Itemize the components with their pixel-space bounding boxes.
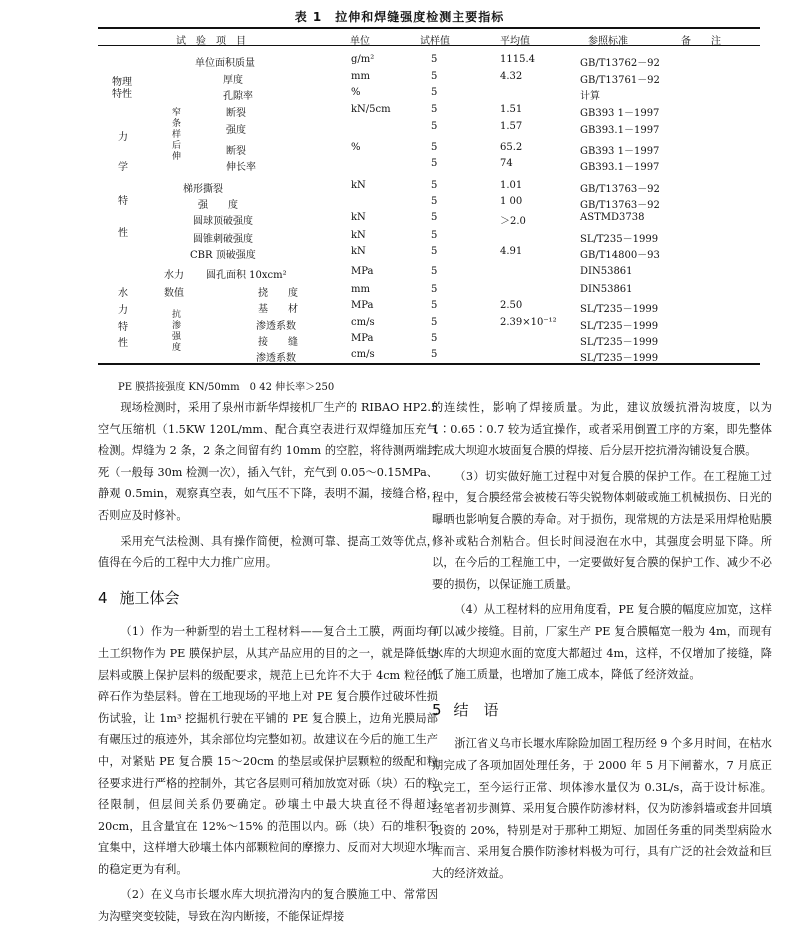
table-cell-n: 5	[431, 142, 438, 153]
table-cell-n: 5	[431, 158, 438, 169]
table-cell-n: 5	[431, 317, 438, 328]
table-cell-item: 梯形撕裂	[183, 184, 223, 195]
paragraph: （1）作为一种新型的岩土工程材料——复合土工膜，两面均有土工织物作为 PE 膜保护层，从其产品应用的目的之一，就是降低垫层料或膜上保护层料的级配要求，规范上已允许不大于 4cm 粒径的碎石作为垫层料。曾在工地现场的平地上对 PE 复合膜作过破坏性损伤试验，让 1m³ 挖掘机行驶在平铺的 PE 复合膜上，边角光膜局部有碾压过的痕迹外，其余部位均完整如初。故建议在今后的施工生产中，对紧贴 PE 复合膜 15～20cm 的垫层或保护层颗粒的级配和粒径要求进行严格的控制外，其它各层则可稍加放宽对砾（块）石的粒径限制，但层间关系仍要确定。砂壤土中最大块直径不得超过 20cm，且含量宜在 12%～15% 的范围以内。砾（块）石的堆积不宜集中，这样增大砂壤土体内部颗粒间的摩擦力、反而对大坝迎水坝的稳定更为有利。	[98, 625, 438, 876]
table-cell-n: 5	[431, 54, 438, 65]
table-cell-unit: MPa	[351, 266, 374, 277]
section-number: 4	[98, 588, 108, 607]
paragraph: 现场检测时，采用了泉州市新华焊接机厂生产的 RIBAO HP2.5 空气压缩机（1.5KW 120L/mm、配合真空表进行双焊缝加压充气检测。焊缝为 2 条，2 条之间留有约 10mm 的空腔，将待测两端封死（一般每 30m 检测一次），插入气针，充气到 0.05～0.15MPa、静观 0.5min，观察真空表，如气压不下降，表明不漏，接缝合格，否则应及时修补。	[98, 401, 438, 522]
table-cell-n: 5	[431, 196, 438, 207]
table-cell-avg: 4.32	[500, 71, 523, 82]
table-cell-std: GB/T13763－92	[580, 200, 660, 211]
group-hyd-3: 特	[118, 322, 128, 333]
table-cell-n: 5	[431, 284, 438, 295]
section-number: 5	[432, 700, 442, 719]
table-cell-unit: kN	[351, 230, 366, 241]
table-cell-avg: 1.57	[500, 121, 523, 132]
paragraph: 浙江省义乌市长堰水库除险加固工程历经 9 个多月时间，在枯水期完成了各项加固处理任务，于 2000 年 5 月下闸蓄水，7 月底正式完工，至今运行正常、坝体渗水量仅为 0.3L/s，高于设计标准。经笔者初步测算、采用复合膜作防渗材料，仅为防渗斜墙或套井回填投资的 20%，特别是对于那种工期短、加固任务重的同类型病险水库而言、采用复合膜作防渗材料极为可行，具有广泛的社会效益和巨大的经济效益。	[432, 737, 772, 880]
table-cell-n: 5	[431, 71, 438, 82]
table-note: PE 膜搭接强度 KN/50mm 0 42 伸长率＞250	[118, 382, 335, 393]
section-heading-4	[98, 588, 438, 610]
table-cell-item: 渗透系数	[256, 353, 296, 364]
table-cell-avg: 1 00	[500, 196, 523, 207]
table-cell-n: 5	[431, 104, 438, 115]
table-cell-item: 挠 度	[258, 288, 298, 299]
table-cell-item: 接 缝	[258, 337, 298, 348]
table-cell-unit: MPa	[351, 300, 374, 311]
table-cell-item: 圆球顶破强度	[193, 216, 253, 227]
group-mech-2: 学	[118, 162, 128, 173]
table-cell-std: 计算	[580, 91, 600, 102]
table-cell-n: 5	[431, 300, 438, 311]
group-mech-1: 力	[118, 132, 128, 143]
table-cell-avg: 1.51	[500, 104, 523, 115]
group-mech-3: 特	[118, 196, 128, 207]
table-cell-avg: 2.50	[500, 300, 523, 311]
table-cell-unit: cm/s	[351, 317, 375, 328]
table-cell-n: 5	[431, 121, 438, 132]
left-column	[98, 397, 438, 928]
right-column	[432, 397, 772, 884]
table-cell-unit: %	[351, 142, 361, 153]
table-cell-std: SL/T235－1999	[580, 304, 659, 315]
table-cell-unit: kN	[351, 212, 366, 223]
paragraph: 的连续性，影响了焊接质量。为此，建议放缓抗滑沟坡度，以为 1∶0.65∶0.7 较为适宜操作，或者采用倒置工序的方案，即先整体完成大坝迎水坡面复合膜的焊接、后分层开挖抗滑沟铺设复合膜。	[432, 401, 772, 458]
group-hydro-force: 水力	[164, 270, 184, 281]
table-cell-item: 伸长率	[226, 162, 256, 173]
table-cell-unit: kN	[351, 180, 366, 191]
table-cell-item: 圆锥刺破强度	[193, 234, 253, 245]
table-cell-std: DIN53861	[580, 284, 633, 295]
paragraph: （3）切实做好施工过程中对复合膜的保护工作。在工程施工过程中，复合膜经常会被棱石等尖锐物体刺破或施工机械损伤、日光的曝晒也影响复合膜的寿命。对于损伤，现常规的方法是采用焊枪贴膜修补或粘合剂粘合。但长时间浸泡在水中，其强度会明显下降。所以，在今后的工程施工中，一定要做好复合膜的保护工作、减少不必要的损伤，以保证施工质量。	[432, 469, 772, 591]
table-cell-n: 5	[431, 87, 438, 98]
table-cell-std: SL/T235－1999	[580, 234, 659, 245]
table-cell-unit: kN	[351, 246, 366, 257]
header-remark: 备 注	[681, 36, 721, 47]
table-cell-item: 断裂	[226, 146, 246, 157]
table-cell-item: 单位面积质量	[195, 58, 255, 69]
table-cell-item: 渗透系数	[256, 321, 296, 332]
table-cell-std: GB/T14800－93	[580, 250, 660, 261]
table-cell-avg: ＞2.0	[500, 216, 526, 227]
group-hydro-data: 数值	[164, 288, 184, 299]
table-cell-avg: 74	[500, 158, 513, 169]
table-cell-unit: mm	[351, 71, 370, 82]
table-cell-unit: cm/s	[351, 349, 375, 360]
paragraph: 采用充气法检测、具有操作简便，检测可靠、提高工效等优点，值得在今后的工程中大力推广应用。	[98, 534, 438, 570]
header-unit: 单位	[350, 36, 370, 47]
table-cell-std: GB393 1－1997	[580, 108, 660, 119]
header-std: 参照标准	[588, 36, 628, 47]
table-cell-n: 5	[431, 180, 438, 191]
table-cell-item: 圆孔面积 10xcm²	[206, 270, 287, 281]
paragraph: （2）在义乌市长堰水库大坝抗滑沟内的复合膜施工中、常常因为沟壁突变较陡，导致在沟内断接，不能保证焊接	[98, 888, 438, 924]
table-cell-unit: mm	[351, 284, 370, 295]
table-caption: 表 1 拉伸和焊缝强度检测主要指标	[294, 10, 505, 24]
header-avg: 平均值	[500, 36, 530, 47]
section-title: 结 语	[453, 700, 499, 719]
table-cell-unit: kN/5cm	[351, 104, 391, 115]
group-strip: 窄条样后伸	[172, 108, 182, 162]
section-title: 施工体会	[119, 588, 180, 607]
table-cell-std: SL/T235－1999	[580, 321, 659, 332]
group-hyd-4: 性	[118, 338, 128, 349]
table-cell-n: 5	[431, 349, 438, 360]
group-seep: 抗渗强度	[172, 310, 182, 353]
table-cell-std: GB393 1－1997	[580, 146, 660, 157]
table-cell-n: 5	[431, 212, 438, 223]
table-cell-avg: 65.2	[500, 142, 523, 153]
section-heading-5	[432, 700, 772, 722]
indicator-table	[98, 0, 760, 380]
paragraph: （4）从工程材料的应用角度看，PE 复合膜的幅度应加宽，这样可以减少接缝。目前，厂家生产 PE 复合膜幅宽一般为 4m，而现有水库的大坝迎水面的宽度大都超过 4m，这样，不仅增加了接缝，降低了施工质量，也增加了施工成本，降低了经济效益。	[432, 603, 772, 682]
table-cell-avg: 4.91	[500, 246, 523, 257]
table-cell-unit: %	[351, 87, 361, 98]
group-physical-2: 特性	[112, 89, 132, 100]
group-hyd-1: 水	[118, 288, 128, 299]
header-samples: 试样值	[420, 36, 450, 47]
table-cell-item: CBR 顶破强度	[190, 250, 256, 261]
header-item: 试 验 项 目	[176, 36, 246, 47]
table-cell-item: 断裂	[226, 108, 246, 119]
group-physical: 物理	[112, 77, 132, 88]
table-cell-item: 基 材	[258, 304, 298, 315]
table-cell-std: GB/T13763－92	[580, 184, 660, 195]
table-cell-n: 5	[431, 266, 438, 277]
table-cell-avg: 1115.4	[500, 54, 535, 65]
table-cell-n: 5	[431, 246, 438, 257]
table-cell-avg: 2.39×10⁻¹²	[500, 317, 557, 328]
table-cell-std: GB/T13761－92	[580, 75, 660, 86]
table-cell-n: 5	[431, 333, 438, 344]
table-cell-item: 强 度	[198, 200, 238, 211]
table-cell-std: GB393.1－1997	[580, 125, 660, 136]
group-mech-4: 性	[118, 228, 128, 239]
table-cell-std: SL/T235－1999	[580, 353, 659, 364]
table-cell-item: 孔隙率	[223, 91, 253, 102]
table-cell-item: 厚度	[223, 75, 243, 86]
table-cell-std: GB393.1－1997	[580, 162, 660, 173]
table-cell-unit: MPa	[351, 333, 374, 344]
group-hyd-2: 力	[118, 305, 128, 316]
table-cell-std: GB/T13762－92	[580, 58, 660, 69]
table-cell-std: DIN53861	[580, 266, 633, 277]
table-cell-std: SL/T235－1999	[580, 337, 659, 348]
table-cell-n: 5	[431, 230, 438, 241]
table-cell-item: 强度	[226, 125, 246, 136]
table-cell-std: ASTMD3738	[580, 212, 645, 223]
table-cell-unit: g/m²	[351, 54, 375, 65]
table-cell-avg: 1.01	[500, 180, 523, 191]
